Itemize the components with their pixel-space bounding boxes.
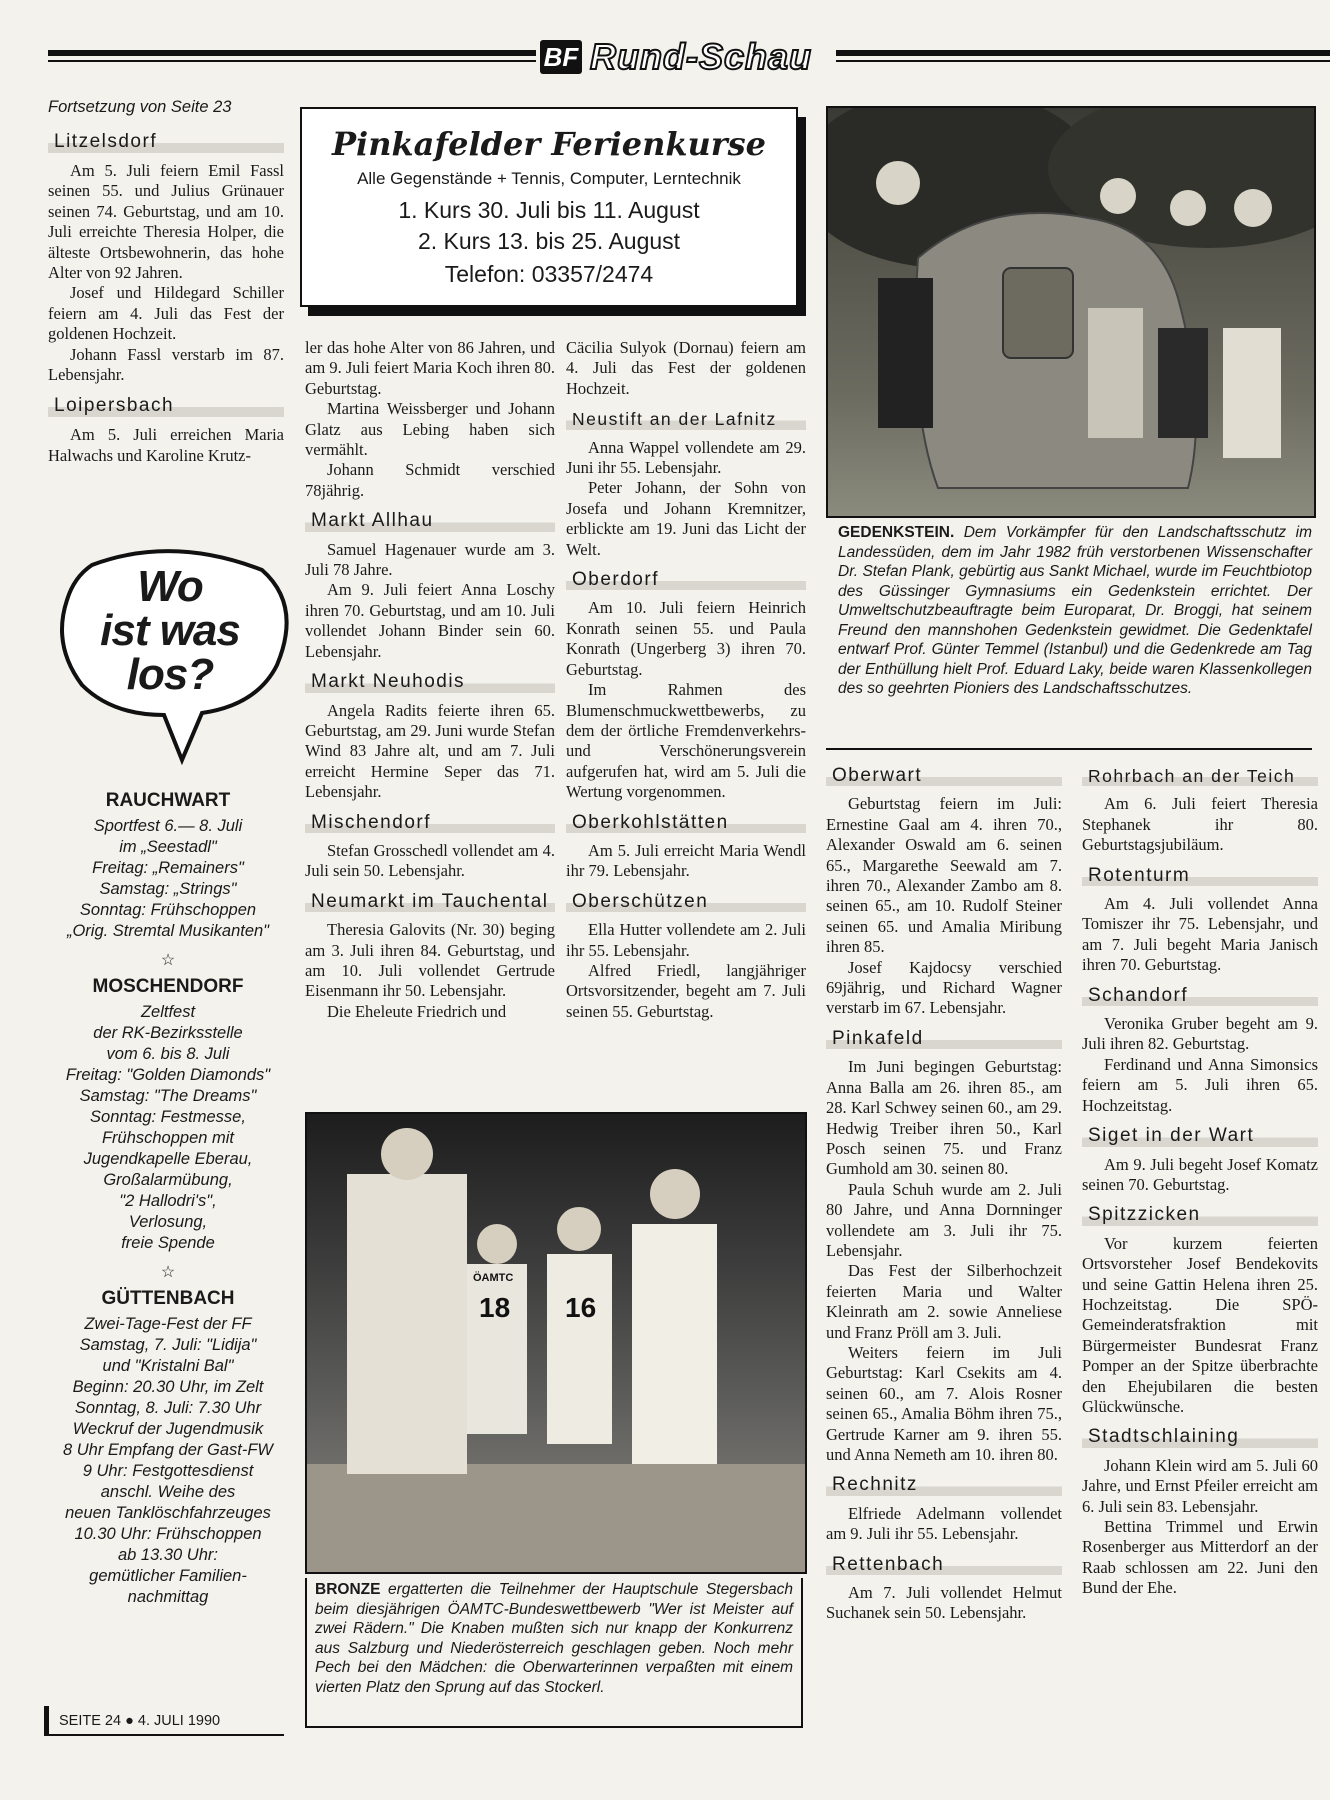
paragraph: Am 10. Juli feiern Heinrich Konrath seinen 55. und Paula Konrath (Ungerberg 3) ihren 70. Geburtstag. bbox=[566, 598, 806, 679]
photo-gedenkstein-scene bbox=[828, 108, 1314, 516]
heading-stadtschlaining: Stadtschlaining bbox=[1082, 1427, 1318, 1447]
event-guettenbach bbox=[48, 1314, 288, 1608]
header-logo: BF bbox=[540, 40, 582, 74]
issue-date: 4. JULI 1990 bbox=[137, 1713, 221, 1729]
paragraph: Im Rahmen des Blumenschmuckwettbewerbs, zu dem der örtliche Fremdenverkehrs- und Verschönerungsverein aufgerufen hat, wird am 5. Juli die Wertung vorgenommen. bbox=[566, 680, 806, 802]
paragraph: Samuel Hagenauer wurde am 3. Juli 78 Jahre. bbox=[305, 539, 555, 580]
ad-line-3: 2. Kurs 13. bis 25. August bbox=[417, 228, 681, 254]
event-heading-guettenbach: GÜTTENBACH bbox=[101, 1288, 235, 1309]
heading-rechnitz: Rechnitz bbox=[826, 1475, 1062, 1495]
paragraph: Im Juni begingen Geburtstag: Anna Balla am 26. ihren 85., am 28. Karl Schwey seinen 60., am 29. Hedwig Treiber ihren 50., Karl Posch seinen 75. und Franz Gumhold am 30. seinen 80. bbox=[826, 1057, 1062, 1179]
paragraph: Veronika Gruber begeht am 9. Juli ihren 82. Geburtstag. bbox=[1082, 1014, 1318, 1054]
event-line: Zeltfest bbox=[140, 1003, 196, 1021]
event-line: Sonntag, 8. Juli: 7.30 Uhr bbox=[74, 1399, 262, 1417]
header-rule-right bbox=[836, 50, 1330, 56]
bubble-line-2: ist was bbox=[100, 606, 240, 655]
event-line: Samstag, 7. Juli: "Lidija" bbox=[79, 1336, 257, 1354]
paragraph: Ella Hutter vollendete am 2. Juli ihr 55. Lebensjahr. bbox=[566, 920, 806, 960]
caption-text: Dem Vorkämpfer für den Landschaftsschutz im Landessüden, dem im Jahr 1982 früh verstorbenen Wissenschafter Dr. Stefan Plank, gebürtig aus Sankt Michael, wurde im Feuchtbiotop des Güssinger Gymnasiums ein Gedenkstein errichtet. Der Umweltschutzbeauftragte beim Europarat, Dr. Broggi, hat seinem Freund den mannshohen Gedenkstein gewidmet. Die Gedenktafel entwarf Prof. Günter Temmel (Istanbul) und die Gedenkrede am Tag der Enthüllung hielt Prof. Eduard Laky, beide waren Klassenkollegen des so geehrten Pioniers des Landschaftsschutzes. bbox=[838, 524, 1312, 697]
event-line: Freitag: „Remainers" bbox=[92, 859, 244, 877]
event-line: Zwei-Tage-Fest der FF bbox=[84, 1315, 252, 1333]
paragraph: Peter Johann, der Sohn von Josefa und Johann Kremnitzer, erblickte am 19. Juni das Licht der Welt. bbox=[566, 478, 806, 559]
caption-gedenkstein bbox=[838, 523, 1312, 699]
event-line: im „Seestadl" bbox=[119, 838, 217, 856]
heading-oberwart: Oberwart bbox=[826, 766, 1062, 786]
event-line: Verlosung, bbox=[128, 1213, 208, 1231]
heading-rettenbach: Rettenbach bbox=[826, 1555, 1062, 1575]
event-line: neuen Tanklöschfahrzeuges bbox=[65, 1504, 271, 1522]
paragraph: Anna Wappel vollendete am 29. Juni ihr 55. Lebensjahr. bbox=[566, 437, 806, 478]
header-rule-right-thin bbox=[836, 60, 1330, 62]
column-3 bbox=[566, 338, 806, 1022]
event-line: der RK-Bezirksstelle bbox=[93, 1024, 243, 1042]
star-icon: ☆ bbox=[160, 1264, 176, 1281]
event-moschendorf bbox=[48, 1002, 288, 1254]
page-footer bbox=[44, 1706, 284, 1736]
photo-bronze bbox=[305, 1112, 807, 1574]
heading-markt-allhau: Markt Allhau bbox=[305, 511, 555, 531]
caption-rule bbox=[826, 748, 1312, 750]
paragraph: Das Fest der Silberhochzeit feierten Maria und Walter Kleinrath am 2. sowie Anneliese und Franz Pröll am 3. Juli. bbox=[826, 1261, 1062, 1342]
event-line: ab 13.30 Uhr: bbox=[118, 1546, 218, 1564]
event-line: „Orig. Stremtal Musikanten" bbox=[66, 922, 270, 940]
event-rauchwart bbox=[48, 816, 288, 942]
paragraph: Paula Schuh wurde am 2. Juli 80 Jahre, und Anna Dornninger vollendete am 3. Juli ihr 75. Lebensjahr. bbox=[826, 1179, 1062, 1260]
header-rule-left-thin bbox=[48, 60, 536, 62]
continued-note: Fortsetzung von Seite 23 bbox=[48, 98, 232, 116]
caption-lead: BRONZE bbox=[315, 1581, 381, 1598]
column-2 bbox=[305, 338, 555, 1022]
paragraph: Bettina Trimmel und Erwin Rosenberger aus Mitterdorf an der Raab schlossen am 22. Juni den Bund der Ehe. bbox=[1082, 1517, 1318, 1598]
event-heading-moschendorf: MOSCHENDORF bbox=[92, 976, 244, 997]
event-line: vom 6. bis 8. Juli bbox=[106, 1045, 230, 1063]
paragraph: Johann Schmidt verschied 78jährig. bbox=[305, 460, 555, 500]
column-4 bbox=[826, 766, 1062, 1624]
event-line: Großalarmübung, bbox=[103, 1171, 233, 1189]
header-rule-left bbox=[48, 50, 536, 56]
paragraph: Martina Weissberger und Johann Glatz aus Lebing haben sich vermählt. bbox=[305, 399, 555, 460]
paragraph: Am 4. Juli vollendet Anna Tomiszer ihr 75. Lebensjahr, und am 7. Juli begeht Maria Janisch ihren 70. Geburtstag. bbox=[1082, 894, 1318, 975]
event-line: Freitag: "Golden Diamonds" bbox=[65, 1066, 271, 1084]
paragraph: Am 9. Juli begeht Josef Komatz seinen 70. Geburtstag. bbox=[1082, 1154, 1318, 1194]
paragraph: Angela Radits feierte ihren 65. Geburtstag, am 29. Juni wurde Stefan Wind 83 Jahre alt, und am 7. Juli erreicht Hermine Seper das 71. Lebensjahr. bbox=[305, 700, 555, 802]
paragraph: Am 5. Juli feiern Emil Fassl seinen 55. und Julius Grünauer seinen 74. Geburtstag, und am 10. Juli erreichte Theresia Holper, die älteste Ortsbewohnerin, das hohe Alter von 92 Jahren. bbox=[48, 161, 284, 283]
heading-oberdorf: Oberdorf bbox=[566, 570, 806, 590]
shirt-number-16: 16 bbox=[565, 1292, 597, 1323]
heading-spitzzicken: Spitzzicken bbox=[1082, 1205, 1318, 1225]
event-line: gemütlicher Familien- bbox=[89, 1567, 247, 1585]
ad-line-4: Telefon: 03357/2474 bbox=[444, 261, 654, 287]
page-number: SEITE 24 bbox=[59, 1713, 122, 1729]
bubble-line-1: Wo bbox=[137, 562, 203, 611]
bubble-text bbox=[60, 562, 280, 699]
event-heading-rauchwart: RAUCHWART bbox=[105, 790, 231, 811]
event-line: Sportfest 6.— 8. Juli bbox=[93, 817, 243, 835]
ad-line-2: 1. Kurs 30. Juli bis 11. August bbox=[398, 197, 700, 223]
paragraph: Elfriede Adelmann vollendet am 9. Juli ihr 55. Lebensjahr. bbox=[826, 1503, 1062, 1544]
caption-lead: GEDENKSTEIN. bbox=[838, 524, 955, 541]
heading-schandorf: Schandorf bbox=[1082, 986, 1318, 1006]
paragraph: Die Eheleute Friedrich und bbox=[327, 1001, 507, 1021]
heading-litzelsdorf: Litzelsdorf bbox=[48, 131, 284, 153]
paragraph: Ferdinand und Anna Simonsics feiern am 5. Juli ihren 65. Hochzeitstag. bbox=[1082, 1054, 1318, 1115]
event-line: Sonntag: Festmesse, bbox=[90, 1108, 246, 1126]
paragraph: Am 5. Juli erreichen Maria Halwachs und Karoline Krutz- bbox=[48, 425, 284, 465]
shirt-brand: ÖAMTC bbox=[473, 1272, 514, 1284]
paragraph: Geburtstag feiern im Juli: Ernestine Gaal am 4. ihren 70., Alexander Oswald am 6. seinen 65., Margarethe Seewald am 7. ihren 70., Alexander Zambo am 8. seinen 65., am 10. Rudolf Steiner seinen 65. und Amalia Miribung ihren 85. bbox=[826, 794, 1062, 957]
paragraph: Alfred Friedl, langjähriger Ortsvorsitzender, begeht am 7. Juli seinen 55. Geburtstag. bbox=[566, 960, 806, 1021]
event-line: Samstag: "The Dreams" bbox=[79, 1087, 257, 1105]
heading-siget: Siget in der Wart bbox=[1082, 1126, 1318, 1146]
heading-oberschuetzen: Oberschützen bbox=[566, 892, 806, 912]
event-line: Jugendkapelle Eberau, bbox=[83, 1150, 253, 1168]
heading-neumarkt: Neumarkt im Tauchental bbox=[305, 892, 555, 912]
heading-mischendorf: Mischendorf bbox=[305, 813, 555, 833]
paragraph: Vor kurzem feierten Ortsvorsteher Josef Bendekovits und seine Gattin Helena ihren 25. Hochzeitstag. Die SPÖ-Gemeinderatsfraktion mit Bürgermeister Bundesrat Franz Pomper an der Spitze überbrachte den Ehejubilaren die besten Glückwünsche. bbox=[1082, 1233, 1318, 1416]
heading-oberkohlstaetten: Oberkohlstätten bbox=[566, 813, 806, 833]
header-title: Rund-Schau bbox=[590, 36, 812, 77]
photo-gedenkstein bbox=[826, 106, 1316, 518]
paragraph: Theresia Galovits (Nr. 30) beging am 3. Juli ihren 84. Geburtstag, und am 10. Juli vollendet Gertrude Eisenmann ihr 50. Lebensjahr. bbox=[305, 920, 555, 1001]
event-line: und "Kristalni Bal" bbox=[102, 1357, 234, 1375]
event-line: Weckruf der Jugendmusik bbox=[72, 1420, 264, 1438]
heading-pinkafeld: Pinkafeld bbox=[826, 1029, 1062, 1049]
photo-bronze-scene bbox=[307, 1114, 805, 1572]
paragraph: Am 5. Juli erreicht Maria Wendl ihr 79. Lebensjahr. bbox=[566, 840, 806, 881]
paragraph: Am 6. Juli feiert Theresia Stephanek ihr 80. Geburtstagsjubiläum. bbox=[1082, 794, 1318, 855]
heading-markt-neuhodis: Markt Neuhodis bbox=[305, 672, 555, 692]
event-line: Samstag: „Strings" bbox=[99, 880, 237, 898]
heading-rotenturm: Rotenturm bbox=[1082, 866, 1318, 886]
footer-bullet: ● bbox=[125, 1713, 134, 1729]
bubble-line-3: los? bbox=[126, 650, 214, 699]
heading-neustift: Neustift an der Lafnitz bbox=[566, 409, 806, 429]
paragraph: Am 9. Juli feiert Anna Loschy ihren 70. Geburtstag, und am 10. Juli vollendet Johann Binder sein 60. Lebensjahr. bbox=[305, 580, 555, 661]
ad-line-1: Alle Gegenstände + Tennis, Computer, Lerntechnik bbox=[357, 169, 741, 188]
paragraph: Josef und Hildegard Schiller feiern am 4. Juli das Fest der goldenen Hochzeit. bbox=[48, 283, 284, 344]
event-line: Sonntag: Frühschoppen bbox=[79, 901, 257, 919]
ad-box bbox=[300, 107, 798, 307]
event-line: 10.30 Uhr: Frühschoppen bbox=[74, 1525, 262, 1543]
event-line: Beginn: 20.30 Uhr, im Zelt bbox=[72, 1378, 264, 1396]
event-line: 9 Uhr: Festgottesdienst bbox=[82, 1462, 254, 1480]
heading-loipersbach: Loipersbach bbox=[48, 395, 284, 417]
star-icon: ☆ bbox=[160, 952, 176, 969]
paragraph: ler das hohe Alter von 86 Jahren, und am 9. Juli feiert Maria Koch ihren 80. Geburtstag. bbox=[305, 338, 555, 398]
column-5 bbox=[1082, 766, 1318, 1599]
event-line: "2 Hallodri's", bbox=[119, 1192, 217, 1210]
caption-text: ergatterten die Teilnehmer der Hauptschule Stegersbach beim diesjährigen ÖAMTC-Bundeswettbewerb "Wer ist Meister auf zwei Rädern." Die Knaben mußten sich nur knapp der Konkurrenz aus Salzburg und Niederösterreich geschlagen geben. Noch mehr Pech bei den Mädchen: die Oberwarterinnen verpaßten mit einem vierten Platz den Sprung auf das Stockerl. bbox=[315, 1581, 793, 1696]
paragraph: Johann Klein wird am 5. Juli 60 Jahre, und Ernst Pfeiler erreicht am 6. Juli sein 83. Lebensjahr. bbox=[1082, 1455, 1318, 1516]
column-1 bbox=[48, 98, 284, 466]
paragraph: Johann Fassl verstarb im 87. Lebensjahr. bbox=[48, 344, 284, 385]
shirt-number-18: 18 bbox=[479, 1292, 511, 1323]
heading-rohrbach: Rohrbach an der Teich bbox=[1082, 766, 1318, 786]
paragraph: Stefan Grosschedl vollendet am 4. Juli sein 50. Lebensjahr. bbox=[305, 840, 555, 881]
paragraph: Josef Kajdocsy verschied 69jährig, und Richard Wagner verstarb im 67. Lebensjahr. bbox=[826, 957, 1062, 1018]
event-line: Frühschoppen mit bbox=[101, 1129, 235, 1147]
event-line: nachmittag bbox=[127, 1588, 209, 1606]
event-line: freie Spende bbox=[121, 1234, 215, 1252]
paragraph: Cäcilia Sulyok (Dornau) feiern am 4. Juli das Fest der goldenen Hochzeit. bbox=[566, 338, 806, 398]
ad-title: Pinkafelder Ferienkurse bbox=[331, 125, 767, 163]
caption-bronze bbox=[305, 1578, 803, 1728]
event-line: anschl. Weihe des bbox=[100, 1483, 236, 1501]
events-list bbox=[48, 790, 288, 1608]
event-line: 8 Uhr Empfang der Gast-FW bbox=[63, 1441, 273, 1459]
paragraph: Am 7. Juli vollendet Helmut Suchanek sein 50. Lebensjahr. bbox=[826, 1583, 1062, 1623]
paragraph: Weiters feiern im Juli Geburtstag: Karl Csekits am 4. seinen 60., am 7. Alois Rosner seinen 65., Amalia Böhm ihren 75., Gertrude Karner am 9. ihren 55. und Anna Nemeth am 10. ihren 80. bbox=[826, 1342, 1062, 1464]
